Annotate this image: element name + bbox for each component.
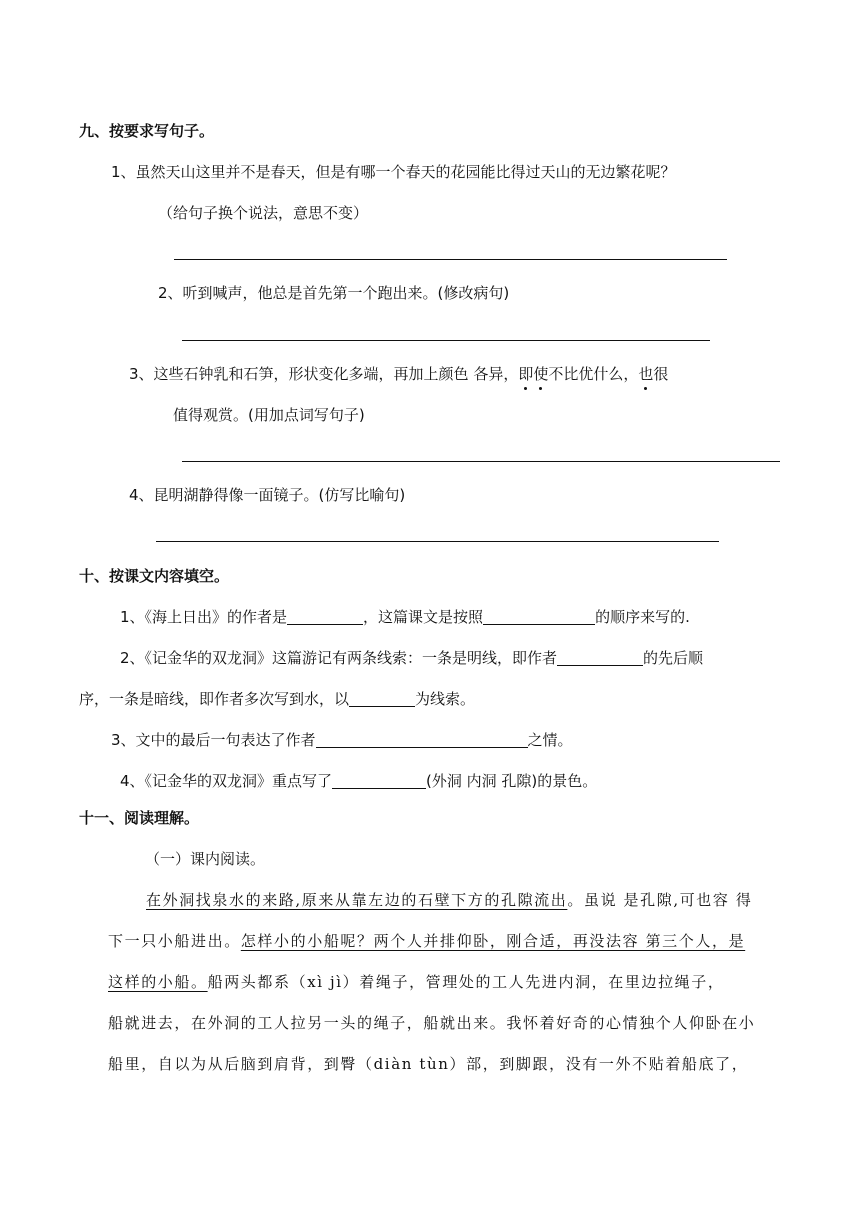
q10-1-part-a: 1、《海上日出》的作者是 (120, 608, 288, 626)
q9-3-end: 很 (653, 365, 669, 383)
q10-3-part-b: 之情。 (527, 731, 573, 749)
section-9-title: 九、按要求写句子。 (79, 122, 215, 140)
q9-2-text: 2、听到喊声，他总是首先第一个跑出来。(修改病句) (158, 284, 510, 302)
q10-2-part-b: 的先后顺 (643, 649, 704, 667)
underlined-sentence-2-end: 这样的小船。 (108, 973, 208, 991)
q10-2-part-c: 序，一条是暗线，即作者多次写到水，以 (79, 690, 350, 708)
answer-line-9-3[interactable] (182, 461, 780, 462)
section-11-title: 十一、阅读理解。 (79, 809, 200, 827)
passage-line-5: 船里，自以为从后脑到肩背，到臀（diàn tùn）部，到脚跟，没有一外不贴着船底了， (108, 1055, 749, 1073)
underlined-sentence-2: 怎样小的小船呢？两个人并排仰卧，刚合适，再没法容 第三个人，是 (240, 932, 746, 950)
q9-3-instruction: 值得观赏。(用加点词写句子) (173, 406, 365, 424)
passage-line-1-rest: 。虽说 是孔隙,可也容 得 (567, 891, 753, 909)
section-10-title: 十、按课文内容填空。 (79, 567, 230, 585)
q10-1-part-b: ，这篇课文是按照 (363, 608, 484, 626)
q9-1-instruction: （给句子换个说法，意思不变） (158, 204, 369, 222)
q10-1-part-c: 的顺序来写的. (595, 608, 690, 626)
q10-2-line2 (79, 689, 475, 709)
passage-line-2 (108, 931, 745, 951)
dotted-char-ji: 即 (518, 365, 534, 383)
q10-4-part-a: 4、《记金华的双龙洞》重点写了 (120, 772, 333, 790)
q9-4-text: 4、昆明湖静得像一面镜子。(仿写比喻句) (129, 486, 406, 504)
answer-line-9-4[interactable] (156, 541, 719, 542)
passage-line-1 (146, 890, 752, 910)
q9-3-mid: 不比优什么， (548, 365, 639, 383)
blank-10-3-feeling[interactable] (316, 731, 528, 748)
dotted-char-shi: 使 (533, 365, 549, 383)
q10-2-part-a: 2、《记金华的双龙洞》这篇游记有两条线索：一条是明线，即作者 (120, 649, 558, 667)
q10-1-line (120, 607, 690, 627)
blank-10-1-author[interactable] (287, 608, 363, 625)
passage-line-3 (108, 972, 725, 992)
answer-line-9-1[interactable] (174, 259, 727, 260)
blank-10-2-bright[interactable] (557, 649, 643, 666)
answer-line-9-2[interactable] (182, 340, 710, 341)
blank-10-4-focus[interactable] (332, 772, 426, 789)
q10-2-line1 (120, 648, 703, 668)
dotted-char-ye: 也 (638, 365, 654, 383)
q10-2-part-d: 为线索。 (415, 690, 476, 708)
passage-line-2-start: 下一只小船进出。 (108, 932, 241, 950)
q9-1-text: 1、虽然天山这里并不是春天，但是有哪一个春天的花园能比得过天山的无边繁花呢？ (111, 163, 676, 181)
passage-line-3-rest: 船两头都系（xì jì）着绳子，管理处的工人先进内洞，在里边拉绳子， (207, 973, 725, 991)
q10-4-line (120, 771, 597, 791)
q10-3-part-a: 3、文中的最后一句表达了作者 (111, 731, 316, 749)
q10-4-part-b: (外洞 内洞 孔隙)的景色。 (426, 772, 598, 790)
blank-10-2-dark[interactable] (349, 690, 415, 707)
q9-3-text (129, 364, 668, 384)
q10-3-line (111, 730, 573, 750)
blank-10-1-order[interactable] (483, 608, 595, 625)
passage-line-4: 船就进去，在外洞的工人拉另一头的绳子，船就出来。我怀着好奇的心情独个人仰卧在小 (108, 1014, 756, 1032)
q9-3-prefix: 3、这些石钟乳和石笋，形状变化多端，再加上颜色 各异， (129, 365, 519, 383)
underlined-sentence-1: 在外洞找泉水的来路,原来从靠左边的石壁下方的孔隙流出 (146, 891, 568, 909)
reading-subtitle: （一）课内阅读。 (145, 850, 266, 868)
